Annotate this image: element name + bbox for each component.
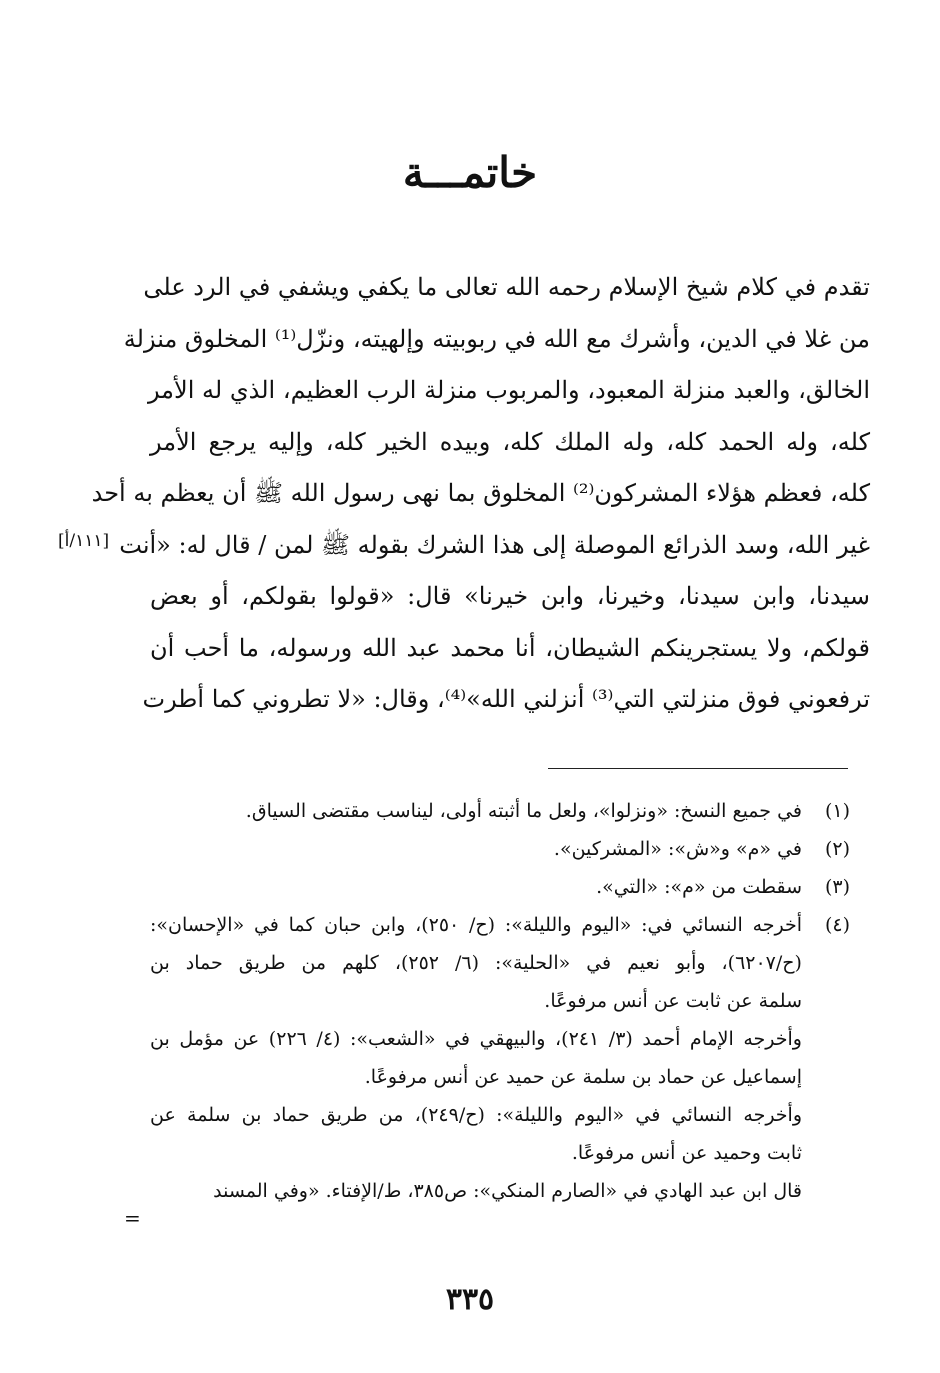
text-line: ترفعوني فوق منزلتي التي⁽³⁾ أنزلني الله»⁽⁴⁾، وقال: «لا تطروني كما أطرت [142, 685, 870, 713]
footnote-text: (ح/٦٢٠٧)، وأبو نعيم في «الحلية»: (٦/ ٢٥٢)، كلهم من طريق حماد بن [150, 952, 802, 974]
text-line: كله، وله الحمد كله، وله الملك كله، وبيده الخير كله، وإليه يرجع الأمر [150, 427, 870, 456]
footnote-3 [150, 868, 850, 906]
text-line: الخالق، والعبد منزلة المعبود، والمربوب منزلة الرب العظيم، الذي له الأمر [147, 376, 870, 404]
main-text [91, 262, 870, 726]
footnote-text: سقطت من «م»: «التي». [596, 876, 802, 898]
text-line: غير الله، وسد الذرائع الموصلة إلى هذا الشرك بقوله ﷺ لمن / قال له: «أنت [119, 530, 870, 559]
footnote-text: في جميع النسخ: «ونزلوا»، ولعل ما أثبته أولى، ليناسب مقتضى السياق. [245, 800, 802, 822]
footnote-text: إسماعيل عن حماد بن سلمة عن حميد عن أنس مرفوعًا. [364, 1066, 802, 1088]
chapter-title: خاتمـــة [402, 148, 538, 197]
footnote-2 [150, 830, 850, 868]
footnote-number: (٣) [824, 876, 850, 898]
footnote-number: (٤) [824, 914, 850, 936]
text-line: تقدم في كلام شيخ الإسلام رحمه الله تعالى ما يكفي ويشفي في الرد على [143, 273, 870, 301]
footnote-number: (١) [824, 800, 850, 822]
footnote-separator [548, 768, 848, 769]
text-line: قولكم، ولا يستجرينكم الشيطان، أنا محمد عبد الله ورسوله، ما أحب أن [150, 633, 870, 662]
footnote-number: (٢) [824, 838, 850, 860]
footnote-text: وأخرجه الإمام أحمد (٣/ ٢٤١)، والبيهقي في «الشعب»: (٤/ ٢٢٦) عن مؤمل بن [150, 1028, 802, 1050]
text-line: من غلا في الدين، وأشرك مع الله في ربوبيته وإلهيته، ونزّل⁽¹⁾ المخلوق منزلة [123, 324, 870, 353]
footnote-text: وأخرجه النسائي في «اليوم والليلة»: (ح/٢٤٩)، من طريق حماد بن سلمة عن [150, 1104, 803, 1126]
footnote-text: ثابت وحميد عن أنس مرفوعًا. [571, 1142, 802, 1164]
footnote-4 [150, 906, 850, 1210]
footnote-text: في «م» و«ش»: «المشركين». [553, 838, 802, 860]
text-line: سيدنا، وابن سيدنا، وخيرنا، وابن خيرنا» قال: «قولوا بقولكم، أو بعض [150, 582, 870, 610]
manuscript-folio-reference: [١١١/أ] [58, 531, 110, 551]
footnote-text: سلمة عن ثابت عن أنس مرفوعًا. [544, 990, 802, 1012]
continuation-mark: = [124, 1206, 141, 1230]
footnote-text: أخرجه النسائي في: «اليوم والليلة»: (ح/ ٢٥٠)، وابن حبان كما في «الإحسان»: [150, 914, 803, 936]
page-number: ٣٣٥ [445, 1282, 495, 1317]
footnote-1 [150, 792, 850, 830]
footnotes [150, 792, 850, 1210]
text-line: كله، فعظم هؤلاء المشركون⁽²⁾ المخلوق بما نهى رسول الله ﷺ أن يعظم به أحد [91, 479, 870, 507]
footnote-text: قال ابن عبد الهادي في «الصارم المنكي»: ص٣٨٥، ط/الإفتاء. «وفي المسند [213, 1180, 802, 1202]
